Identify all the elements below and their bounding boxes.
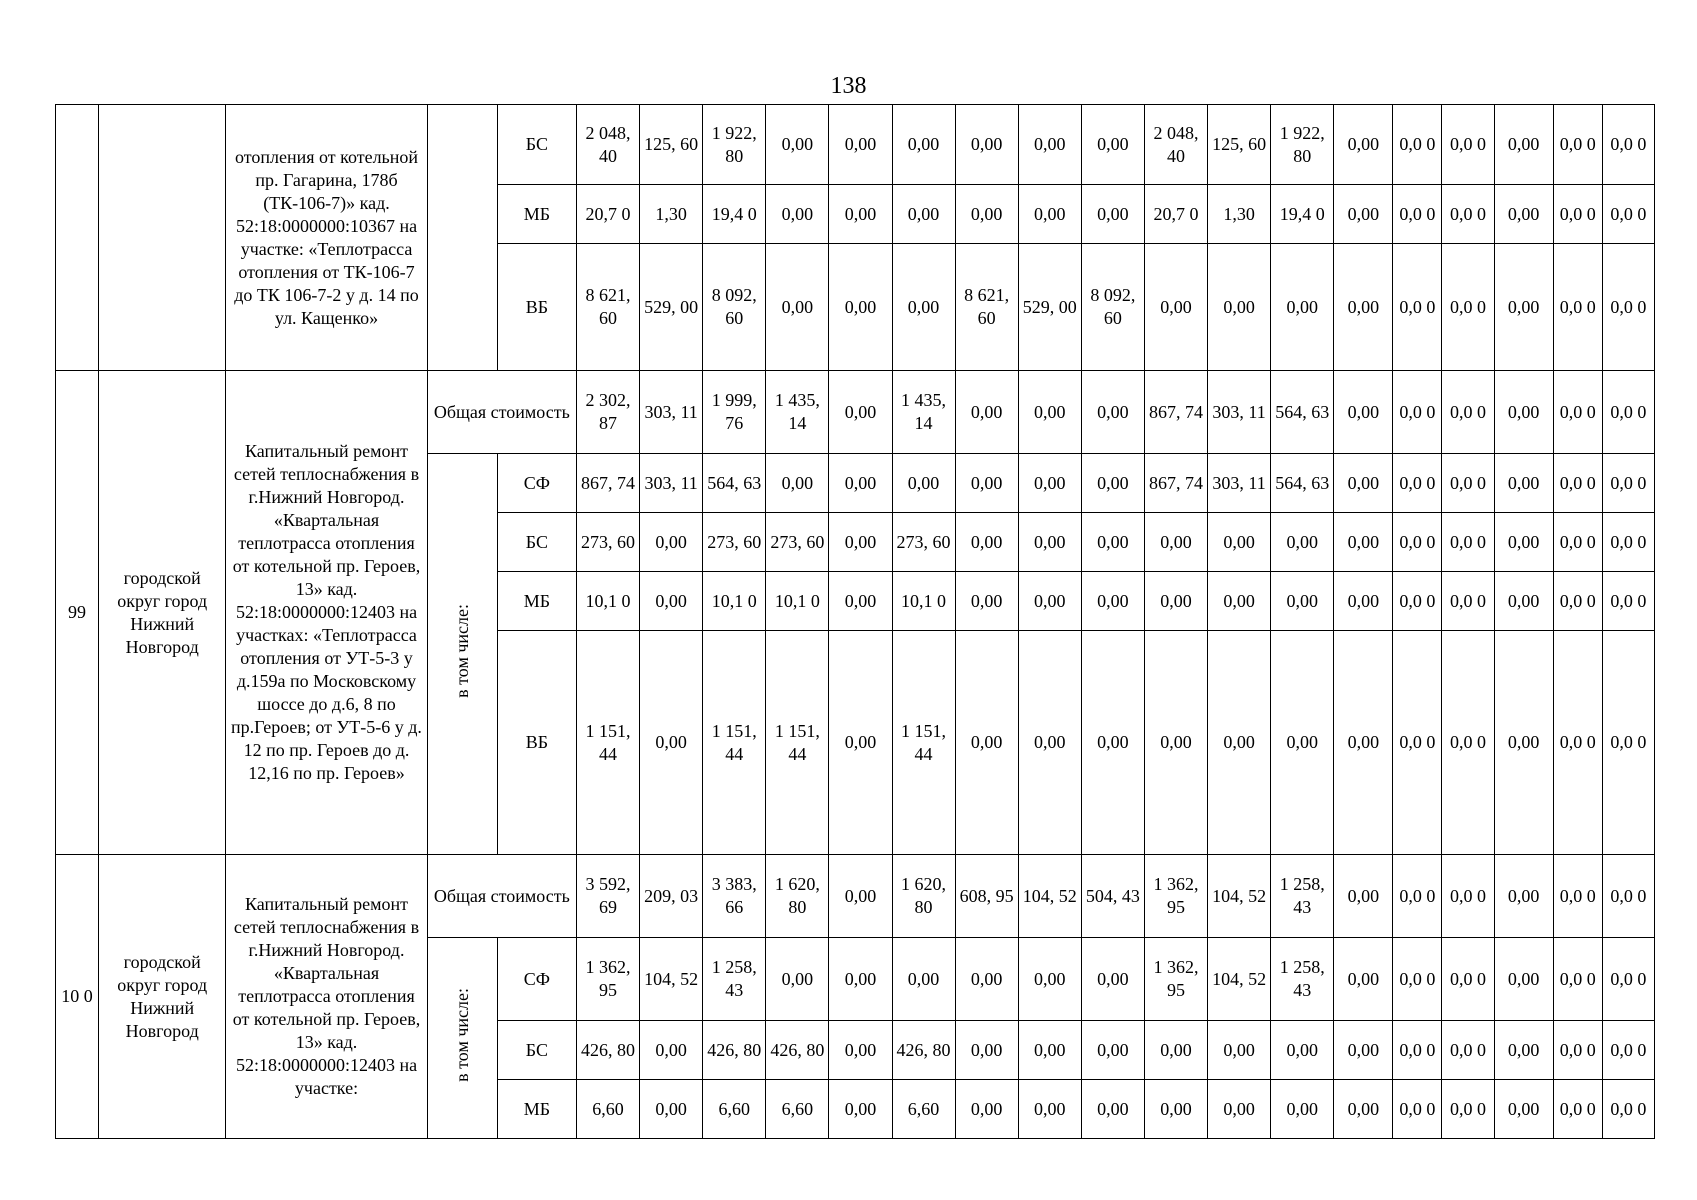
- value-cell: 6,60: [703, 1080, 766, 1139]
- table-row: [56, 105, 1655, 185]
- value-cell: 426, 80: [576, 1021, 639, 1080]
- funding-source: МБ: [497, 185, 576, 244]
- value-cell: 0,00: [640, 513, 703, 572]
- value-cell: 8 621, 60: [955, 244, 1018, 371]
- value-cell: 0,0 0: [1442, 105, 1494, 185]
- value-cell: 0,0 0: [1393, 513, 1442, 572]
- value-cell: 0,00: [1334, 105, 1393, 185]
- value-cell: 564, 63: [703, 454, 766, 513]
- value-cell: 1 258, 43: [1271, 855, 1334, 938]
- value-cell: 0,00: [1271, 1080, 1334, 1139]
- value-cell: 0,0 0: [1442, 855, 1494, 938]
- value-cell: 0,0 0: [1602, 105, 1654, 185]
- value-cell: 8 092, 60: [1081, 244, 1144, 371]
- funding-source: МБ: [497, 1080, 576, 1139]
- value-cell: 0,0 0: [1553, 572, 1602, 631]
- value-cell: 0,0 0: [1393, 1080, 1442, 1139]
- value-cell: 0,0 0: [1393, 938, 1442, 1021]
- value-cell: 0,00: [1494, 855, 1553, 938]
- value-cell: 0,0 0: [1602, 371, 1654, 454]
- funding-source: ВБ: [497, 244, 576, 371]
- value-cell: 0,00: [1018, 105, 1081, 185]
- funding-source: БС: [497, 105, 576, 185]
- value-cell: 0,00: [1271, 513, 1334, 572]
- value-cell: 104, 52: [1208, 855, 1271, 938]
- value-cell: 0,00: [1271, 1021, 1334, 1080]
- budget-table: [55, 104, 1655, 1139]
- value-cell: 0,00: [1494, 185, 1553, 244]
- value-cell: 0,00: [1208, 244, 1271, 371]
- value-cell: 1,30: [640, 185, 703, 244]
- value-cell: 504, 43: [1081, 855, 1144, 938]
- table-row: [56, 371, 1655, 454]
- value-cell: 0,00: [1271, 631, 1334, 855]
- table-body: [56, 105, 1655, 1139]
- value-cell: 0,00: [1018, 454, 1081, 513]
- value-cell: 0,00: [1208, 1021, 1271, 1080]
- value-cell: 0,00: [955, 454, 1018, 513]
- value-cell: 0,00: [1081, 185, 1144, 244]
- value-cell: 0,00: [1144, 572, 1207, 631]
- value-cell: 0,00: [1081, 513, 1144, 572]
- value-cell: 0,00: [766, 454, 829, 513]
- value-cell: 1 922, 80: [703, 105, 766, 185]
- value-cell: 0,00: [1334, 185, 1393, 244]
- value-cell: 1 362, 95: [576, 938, 639, 1021]
- value-cell: 0,00: [829, 105, 892, 185]
- row-number-cell: 10 0: [56, 855, 99, 1139]
- value-cell: 0,0 0: [1553, 631, 1602, 855]
- including-label: в том числе:: [451, 604, 472, 698]
- value-cell: 0,00: [640, 1080, 703, 1139]
- value-cell: 0,00: [1334, 244, 1393, 371]
- table-row: [56, 855, 1655, 938]
- value-cell: 0,00: [1334, 631, 1393, 855]
- value-cell: 6,60: [576, 1080, 639, 1139]
- value-cell: 529, 00: [1018, 244, 1081, 371]
- value-cell: 1 151, 44: [703, 631, 766, 855]
- including-label-cell: [427, 938, 497, 1139]
- value-cell: 0,00: [829, 1021, 892, 1080]
- value-cell: 273, 60: [703, 513, 766, 572]
- value-cell: 0,0 0: [1442, 1080, 1494, 1139]
- object-description: Капитальный ремонт сетей теплоснабжения в г.Нижний Новгород. «Квартальная теплотрасса отопления от котельной пр. Героев, 13» кад. 52:18:0000000:12403 на участке:: [226, 855, 427, 1139]
- value-cell: 0,00: [1334, 454, 1393, 513]
- value-cell: 209, 03: [640, 855, 703, 938]
- funding-source: БС: [497, 1021, 576, 1080]
- value-cell: 0,00: [1334, 938, 1393, 1021]
- value-cell: 0,0 0: [1393, 631, 1442, 855]
- value-cell: 19,4 0: [1271, 185, 1334, 244]
- value-cell: 19,4 0: [703, 185, 766, 244]
- value-cell: 0,0 0: [1553, 105, 1602, 185]
- value-cell: 0,0 0: [1602, 572, 1654, 631]
- value-cell: 0,00: [955, 513, 1018, 572]
- value-cell: 20,7 0: [1144, 185, 1207, 244]
- value-cell: 426, 80: [766, 1021, 829, 1080]
- value-cell: 125, 60: [1208, 105, 1271, 185]
- value-cell: 0,00: [955, 371, 1018, 454]
- value-cell: 0,00: [955, 105, 1018, 185]
- value-cell: 1 435, 14: [892, 371, 955, 454]
- value-cell: 10,1 0: [576, 572, 639, 631]
- value-cell: 0,0 0: [1442, 572, 1494, 631]
- value-cell: 0,0 0: [1602, 513, 1654, 572]
- value-cell: 0,0 0: [1393, 105, 1442, 185]
- value-cell: 0,00: [1208, 631, 1271, 855]
- value-cell: 0,00: [955, 1080, 1018, 1139]
- value-cell: 0,00: [1081, 572, 1144, 631]
- value-cell: 6,60: [766, 1080, 829, 1139]
- value-cell: 0,0 0: [1393, 244, 1442, 371]
- municipality-cell: городской округ город Нижний Новгород: [99, 855, 226, 1139]
- value-cell: 0,00: [1494, 938, 1553, 1021]
- value-cell: 303, 11: [1208, 371, 1271, 454]
- total-cost-label: Общая стоимость: [427, 371, 576, 454]
- value-cell: 0,00: [829, 454, 892, 513]
- value-cell: 0,00: [829, 185, 892, 244]
- value-cell: 0,0 0: [1442, 631, 1494, 855]
- value-cell: 0,00: [892, 185, 955, 244]
- value-cell: 8 621, 60: [576, 244, 639, 371]
- value-cell: 0,0 0: [1393, 572, 1442, 631]
- value-cell: 0,00: [829, 938, 892, 1021]
- value-cell: 303, 11: [1208, 454, 1271, 513]
- value-cell: 0,0 0: [1602, 855, 1654, 938]
- value-cell: 0,00: [892, 938, 955, 1021]
- value-cell: 564, 63: [1271, 371, 1334, 454]
- including-label: в том числе:: [451, 988, 472, 1082]
- value-cell: 0,00: [892, 244, 955, 371]
- value-cell: 0,00: [1018, 1021, 1081, 1080]
- value-cell: 0,00: [1271, 572, 1334, 631]
- value-cell: 2 048, 40: [1144, 105, 1207, 185]
- value-cell: 2 048, 40: [576, 105, 639, 185]
- value-cell: 0,0 0: [1442, 244, 1494, 371]
- funding-source: МБ: [497, 572, 576, 631]
- value-cell: 0,0 0: [1442, 185, 1494, 244]
- value-cell: 0,00: [1018, 185, 1081, 244]
- value-cell: 608, 95: [955, 855, 1018, 938]
- including-label-cell: [427, 105, 497, 371]
- value-cell: 426, 80: [892, 1021, 955, 1080]
- value-cell: 0,00: [1144, 631, 1207, 855]
- total-cost-label: Общая стоимость: [427, 855, 576, 938]
- value-cell: 0,00: [1334, 1021, 1393, 1080]
- value-cell: 0,00: [1081, 938, 1144, 1021]
- value-cell: 0,0 0: [1553, 513, 1602, 572]
- value-cell: 3 592, 69: [576, 855, 639, 938]
- value-cell: 0,0 0: [1602, 244, 1654, 371]
- value-cell: 0,00: [1018, 1080, 1081, 1139]
- value-cell: 20,7 0: [576, 185, 639, 244]
- value-cell: 0,0 0: [1393, 454, 1442, 513]
- value-cell: 0,0 0: [1553, 1080, 1602, 1139]
- value-cell: 1 620, 80: [892, 855, 955, 938]
- value-cell: 0,00: [1018, 371, 1081, 454]
- value-cell: 0,00: [1494, 1021, 1553, 1080]
- value-cell: 0,0 0: [1393, 855, 1442, 938]
- value-cell: 0,0 0: [1442, 371, 1494, 454]
- value-cell: 303, 11: [640, 371, 703, 454]
- value-cell: 0,00: [1208, 513, 1271, 572]
- value-cell: 303, 11: [640, 454, 703, 513]
- value-cell: 0,00: [1494, 105, 1553, 185]
- value-cell: 0,00: [1144, 1021, 1207, 1080]
- value-cell: 0,0 0: [1442, 513, 1494, 572]
- value-cell: 0,0 0: [1553, 371, 1602, 454]
- value-cell: 0,0 0: [1553, 938, 1602, 1021]
- value-cell: 0,00: [829, 371, 892, 454]
- value-cell: 426, 80: [703, 1021, 766, 1080]
- value-cell: 0,00: [766, 938, 829, 1021]
- value-cell: 273, 60: [892, 513, 955, 572]
- value-cell: 2 302, 87: [576, 371, 639, 454]
- value-cell: 1 258, 43: [1271, 938, 1334, 1021]
- value-cell: 3 383, 66: [703, 855, 766, 938]
- value-cell: 0,00: [1334, 855, 1393, 938]
- including-label-cell: [427, 454, 497, 855]
- value-cell: 0,00: [1334, 371, 1393, 454]
- value-cell: 0,0 0: [1442, 1021, 1494, 1080]
- value-cell: 0,00: [640, 572, 703, 631]
- value-cell: 0,00: [892, 454, 955, 513]
- value-cell: 0,0 0: [1602, 938, 1654, 1021]
- value-cell: 0,00: [829, 1080, 892, 1139]
- value-cell: 8 092, 60: [703, 244, 766, 371]
- object-description: отопления от котельной пр. Гагарина, 178б (ТК-106-7)» кад. 52:18:0000000:10367 на участке: «Теплотрасса отопления от ТК-106-7 до ТК 106-7-2 у д. 14 по ул. Кащенко»: [226, 105, 427, 371]
- value-cell: 0,00: [1334, 1080, 1393, 1139]
- value-cell: 1 435, 14: [766, 371, 829, 454]
- value-cell: 10,1 0: [892, 572, 955, 631]
- value-cell: 0,00: [1494, 454, 1553, 513]
- value-cell: 0,00: [955, 938, 1018, 1021]
- value-cell: 0,0 0: [1393, 185, 1442, 244]
- value-cell: 0,00: [955, 1021, 1018, 1080]
- value-cell: 0,00: [955, 572, 1018, 631]
- value-cell: 125, 60: [640, 105, 703, 185]
- value-cell: 0,00: [1144, 1080, 1207, 1139]
- value-cell: 273, 60: [766, 513, 829, 572]
- value-cell: 867, 74: [576, 454, 639, 513]
- value-cell: 0,00: [1018, 938, 1081, 1021]
- value-cell: 0,00: [640, 631, 703, 855]
- value-cell: 0,0 0: [1442, 454, 1494, 513]
- value-cell: 0,00: [829, 513, 892, 572]
- value-cell: 0,00: [829, 244, 892, 371]
- value-cell: 0,00: [955, 631, 1018, 855]
- value-cell: 1 999, 76: [703, 371, 766, 454]
- value-cell: 1 151, 44: [766, 631, 829, 855]
- value-cell: 0,0 0: [1553, 855, 1602, 938]
- municipality-cell: городской округ город Нижний Новгород: [99, 371, 226, 855]
- value-cell: 0,00: [829, 855, 892, 938]
- value-cell: 529, 00: [640, 244, 703, 371]
- value-cell: 564, 63: [1271, 454, 1334, 513]
- value-cell: 0,00: [1081, 454, 1144, 513]
- value-cell: 0,00: [1494, 631, 1553, 855]
- value-cell: 0,00: [1018, 572, 1081, 631]
- value-cell: 867, 74: [1144, 371, 1207, 454]
- value-cell: 0,00: [955, 185, 1018, 244]
- value-cell: 0,0 0: [1602, 1080, 1654, 1139]
- value-cell: 0,00: [766, 185, 829, 244]
- value-cell: 0,00: [1334, 513, 1393, 572]
- value-cell: 6,60: [892, 1080, 955, 1139]
- value-cell: 0,0 0: [1553, 244, 1602, 371]
- value-cell: 0,00: [892, 105, 955, 185]
- funding-source: СФ: [497, 938, 576, 1021]
- row-number-cell: 99: [56, 371, 99, 855]
- value-cell: 0,00: [1018, 631, 1081, 855]
- funding-source: ВБ: [497, 631, 576, 855]
- value-cell: 0,0 0: [1393, 1021, 1442, 1080]
- value-cell: 10,1 0: [766, 572, 829, 631]
- value-cell: 10,1 0: [703, 572, 766, 631]
- value-cell: 0,00: [1494, 513, 1553, 572]
- value-cell: 0,0 0: [1393, 371, 1442, 454]
- value-cell: 0,00: [1208, 1080, 1271, 1139]
- value-cell: 104, 52: [1018, 855, 1081, 938]
- value-cell: 0,00: [1208, 572, 1271, 631]
- value-cell: 0,00: [1081, 1080, 1144, 1139]
- value-cell: 0,0 0: [1553, 454, 1602, 513]
- value-cell: 273, 60: [576, 513, 639, 572]
- value-cell: 1 362, 95: [1144, 938, 1207, 1021]
- value-cell: 104, 52: [640, 938, 703, 1021]
- value-cell: 0,00: [1018, 513, 1081, 572]
- funding-source: БС: [497, 513, 576, 572]
- row-number-cell: [56, 105, 99, 371]
- value-cell: 0,00: [1144, 513, 1207, 572]
- value-cell: 1 620, 80: [766, 855, 829, 938]
- value-cell: 0,0 0: [1553, 185, 1602, 244]
- value-cell: 1 362, 95: [1144, 855, 1207, 938]
- municipality-cell: [99, 105, 226, 371]
- value-cell: 0,0 0: [1602, 185, 1654, 244]
- value-cell: 0,0 0: [1442, 938, 1494, 1021]
- funding-source: СФ: [497, 454, 576, 513]
- value-cell: 0,00: [829, 572, 892, 631]
- object-description: Капитальный ремонт сетей теплоснабжения в г.Нижний Новгород. «Квартальная теплотрасса отопления от котельной пр. Героев, 13» кад. 52:18:0000000:12403 на участках: «Теплотрасса отопления от УТ-5-3 у д.159а по Московскому шоссе до д.6, 8 по пр.Героев; от УТ-5-6 у д. 12 по пр. Героев до д. 12,16 по пр. Героев»: [226, 371, 427, 855]
- value-cell: 1 151, 44: [576, 631, 639, 855]
- value-cell: 0,0 0: [1602, 631, 1654, 855]
- value-cell: 0,00: [1494, 1080, 1553, 1139]
- value-cell: 0,00: [1081, 371, 1144, 454]
- value-cell: 0,00: [1494, 371, 1553, 454]
- value-cell: 0,00: [1081, 1021, 1144, 1080]
- value-cell: 1 258, 43: [703, 938, 766, 1021]
- page-number: 138: [830, 73, 867, 99]
- value-cell: 0,00: [766, 105, 829, 185]
- value-cell: 104, 52: [1208, 938, 1271, 1021]
- value-cell: 0,00: [1081, 631, 1144, 855]
- value-cell: 1,30: [1208, 185, 1271, 244]
- value-cell: 0,00: [1494, 244, 1553, 371]
- value-cell: 1 151, 44: [892, 631, 955, 855]
- value-cell: 0,0 0: [1602, 1021, 1654, 1080]
- value-cell: 0,00: [1271, 244, 1334, 371]
- value-cell: 0,00: [1081, 105, 1144, 185]
- value-cell: 867, 74: [1144, 454, 1207, 513]
- value-cell: 0,0 0: [1553, 1021, 1602, 1080]
- value-cell: 1 922, 80: [1271, 105, 1334, 185]
- value-cell: 0,00: [1334, 572, 1393, 631]
- value-cell: 0,00: [1144, 244, 1207, 371]
- value-cell: 0,00: [829, 631, 892, 855]
- value-cell: 0,00: [766, 244, 829, 371]
- value-cell: 0,0 0: [1602, 454, 1654, 513]
- value-cell: 0,00: [1494, 572, 1553, 631]
- value-cell: 0,00: [640, 1021, 703, 1080]
